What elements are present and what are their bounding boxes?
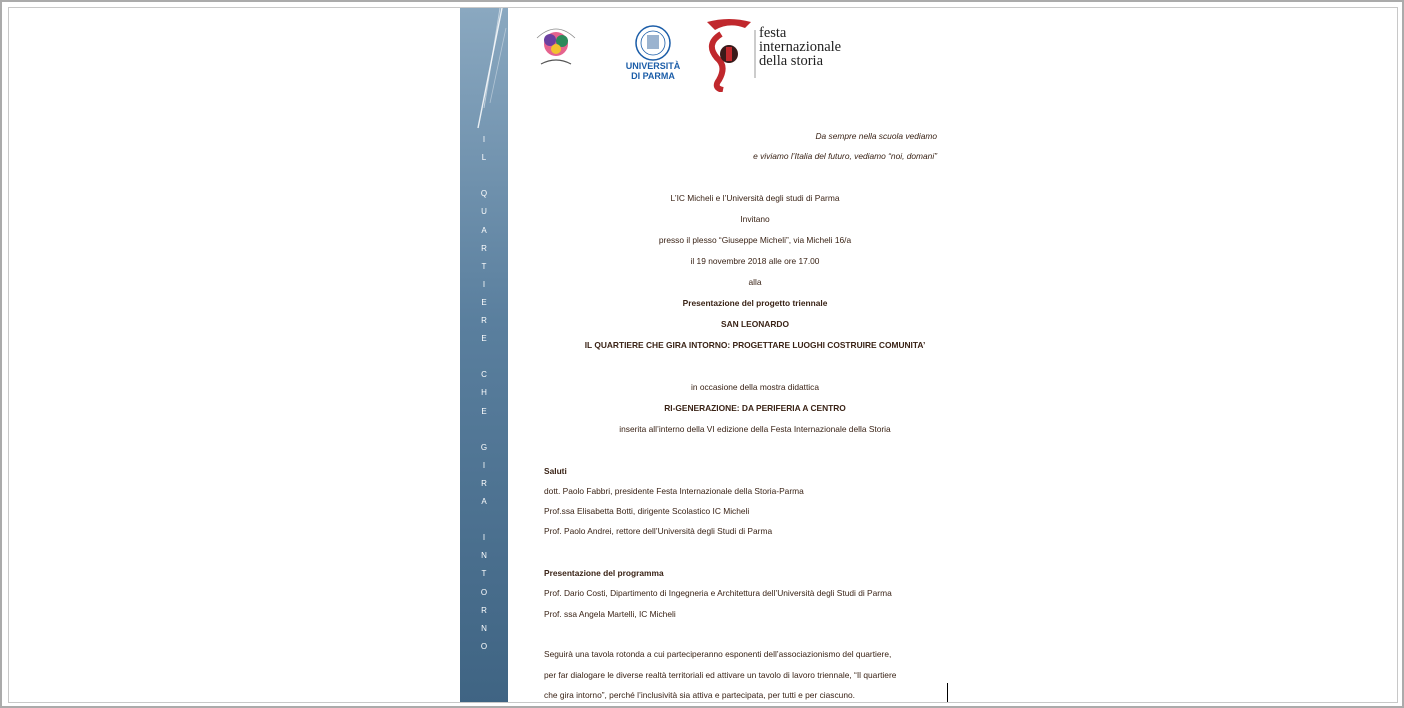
sidebar-letter: O bbox=[480, 641, 488, 651]
closing-line: Seguirà una tavola rotonda a cui parteciperanno esponenti dell’associazionismo del quartiere, bbox=[544, 649, 892, 659]
sidebar-letter: R bbox=[481, 478, 487, 488]
unipr-line-2: DI PARMA bbox=[631, 71, 675, 81]
project-subtitle: IL QUARTIERE CHE GIRA INTORNO: PROGETTARE LUOGHI COSTRUIRE COMUNITA’ bbox=[584, 340, 926, 350]
invite-line-1: L’IC Micheli e l’Università degli studi di Parma bbox=[670, 193, 840, 203]
programma-item: Prof. ssa Angela Martelli, IC Micheli bbox=[544, 609, 676, 619]
sidebar-letter: O bbox=[480, 587, 488, 597]
sidebar-letter: A bbox=[481, 225, 487, 235]
sidebar-letter: I bbox=[482, 533, 486, 543]
sidebar-letter: I bbox=[482, 135, 486, 144]
sidebar-band bbox=[460, 8, 508, 703]
invite-date: il 19 novembre 2018 alle ore 17.00 bbox=[690, 256, 820, 266]
sidebar-letter: E bbox=[481, 297, 487, 307]
sidebar-letter: R bbox=[481, 316, 487, 325]
text-cursor bbox=[947, 683, 948, 703]
document-page bbox=[8, 7, 1398, 703]
sidebar-letter: E bbox=[481, 406, 487, 416]
exhibition-context: inserita all’interno della VI edizione della Festa Internazionale della Storia bbox=[619, 424, 891, 434]
ic-micheli-logo bbox=[527, 20, 585, 78]
saluti-item: Prof. Paolo Andrei, rettore dell’Università degli Studi di Parma bbox=[544, 526, 773, 536]
programma-heading: Presentazione del programma bbox=[544, 568, 664, 578]
programma-item: Prof. Dario Costi, Dipartimento di Ingegneria e Architettura dell’Università degli Studi di Parma bbox=[544, 588, 892, 598]
festa-line-2: internazionale bbox=[759, 39, 842, 55]
sidebar-letter: L bbox=[481, 153, 487, 163]
document-viewport bbox=[2, 2, 1402, 706]
invite-line-2: Invitano bbox=[740, 214, 770, 224]
sidebar-letter: I bbox=[482, 460, 486, 470]
sidebar-letter: R bbox=[481, 605, 487, 615]
sidebar-light-streaks bbox=[460, 8, 508, 703]
project-heading: Presentazione del progetto triennale bbox=[682, 298, 828, 308]
sidebar-letter: G bbox=[480, 442, 488, 452]
sidebar-letter: T bbox=[481, 569, 487, 579]
quote-line-1: Da sempre nella scuola vediamo bbox=[815, 131, 937, 141]
saluti-item: dott. Paolo Fabbri, presidente Festa Internazionale della Storia-Parma bbox=[544, 486, 804, 496]
festa-line-3: della storia bbox=[759, 53, 824, 69]
project-name: SAN LEONARDO bbox=[721, 319, 789, 329]
sidebar-letter: H bbox=[481, 388, 487, 398]
sidebar-letter: E bbox=[481, 334, 487, 344]
sidebar-letter: Q bbox=[480, 189, 488, 199]
sidebar-letter: N bbox=[481, 623, 487, 633]
sidebar-letter: N bbox=[481, 551, 487, 561]
sidebar-letter: C bbox=[481, 370, 487, 380]
festa-line-1: festa bbox=[759, 25, 787, 41]
quote-line-2: e viviamo l’Italia del futuro, vediamo “noi, domani” bbox=[753, 151, 937, 161]
closing-line: che gira intorno”, perché l’inclusività sia attiva e partecipata, per tutti e per ciascuno. bbox=[544, 690, 855, 700]
sidebar-letter: U bbox=[481, 207, 487, 217]
invite-line-3: presso il plesso “Giuseppe Micheli”, via Micheli 16/a bbox=[658, 235, 852, 245]
closing-line: per far dialogare le diverse realtà territoriali ed attivare un tavolo di lavoro triennale, “Il quartiere bbox=[544, 670, 897, 680]
saluti-item: Prof.ssa Elisabetta Botti, dirigente Scolastico IC Micheli bbox=[544, 506, 750, 516]
sidebar-letter: A bbox=[481, 497, 487, 506]
unipr-line-1: UNIVERSITÀ bbox=[625, 61, 681, 71]
saluti-heading: Saluti bbox=[544, 466, 567, 476]
exhibition-intro: in occasione della mostra didattica bbox=[690, 382, 820, 392]
festa-storia-logo bbox=[699, 14, 854, 92]
festa-wordmark bbox=[759, 26, 841, 68]
university-of-parma-logo bbox=[607, 15, 699, 91]
exhibition-title: RI-GENERAZIONE: DA PERIFERIA A CENTRO bbox=[664, 403, 846, 413]
sidebar-letter: R bbox=[481, 243, 487, 253]
invite-line-5: alla bbox=[748, 277, 762, 287]
sidebar-letter: T bbox=[481, 261, 487, 271]
sidebar-letter: I bbox=[482, 279, 486, 289]
